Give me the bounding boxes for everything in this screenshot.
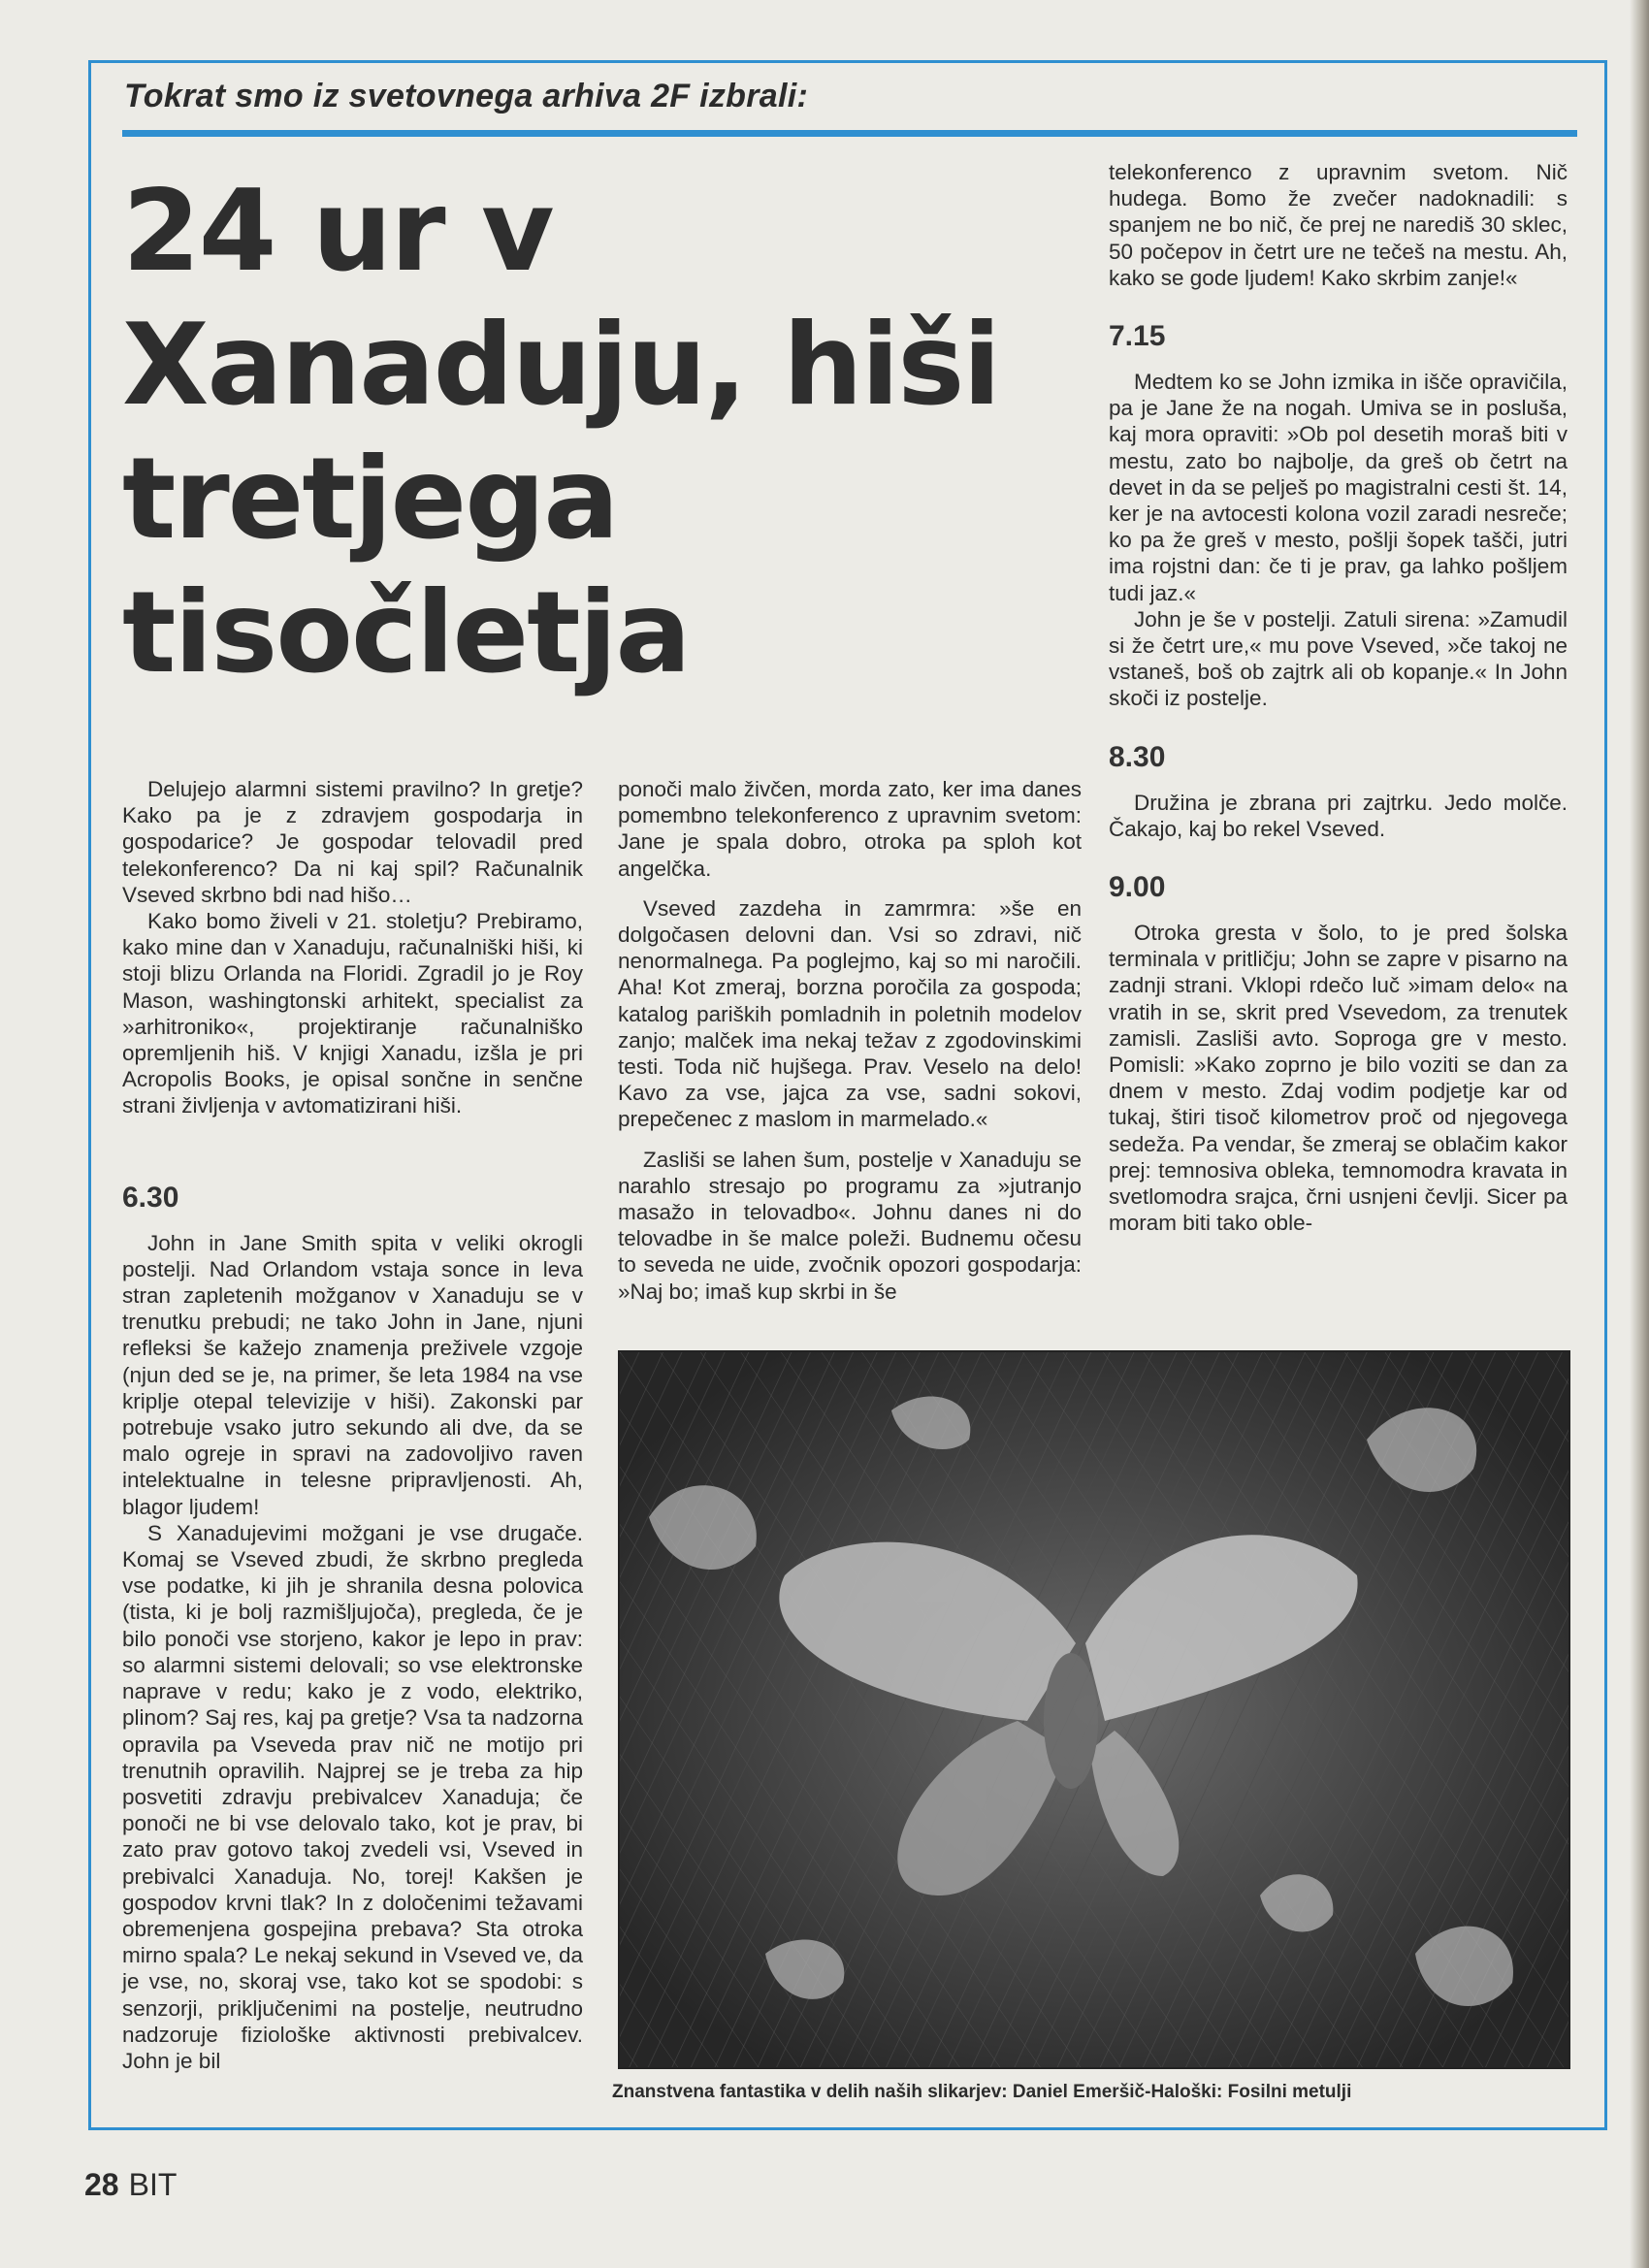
paragraph: Zasliši se lahen šum, postelje v Xanaduju se narahlo stresajo po programu za »jutranjo masažo in telovadbo«. Johnu danes ni do telovadbe in še malce poleži. Budnemu očesu to seveda ne uide, zvočnik opozori gospodarja: »Naj bo; imaš kup skrbi in še — [618, 1147, 1082, 1304]
headline: 24 ur v Xanaduju, hiši tretjega tisočletja — [122, 166, 1000, 698]
kicker: Tokrat smo iz svetovnega arhiva 2F izbrali: — [124, 78, 809, 114]
image-caption: Znanstvena fantastika v delih naših slikarjev: Daniel Emeršič-Haloški: Fosilni metulji — [612, 2082, 1352, 2102]
page-edge — [1630, 0, 1649, 2268]
time-heading: 7.15 — [1109, 320, 1166, 353]
painting-photo — [618, 1350, 1570, 2069]
paragraph: Vseved zazdeha in zamrmra: »še en dolgočasen delovni dan. Vsi so zdravi, nič nenormalnega. Pa poglejmo, kaj so mi naročili. Aha! Kot zmeraj, borzna poročila za gospoda; katalog pariških pomladnih in poletnih modelov zanjo; malček ima nekaj težav z zgodovinskimi testi. Toda nič hujšega. Prav. Veselo na delo! Kavo za vse, jajca za vse, sadni sokovi, prepečenec z maslom in marmelado.« — [618, 895, 1082, 1132]
time-heading: 8.30 — [1109, 740, 1166, 773]
paragraph: Medtem ko se John izmika in išče opravičila, pa je Jane že na nogah. Umiva se in posluša, kaj mora opraviti: »Ob pol desetih moraš biti v mestu, zato bo najbolje, da greš ob četrt na devet in da se pelješ po magistralni cesti št. 14, ker je na avtocesti kolona vozil zaradi nesreče; ko pa že greš v mesto, pošlji šopek tašči, jutri ima rojstni dan: če ti je prav, ga lahko pošljem tudi jaz.« — [1109, 370, 1568, 605]
paragraph: Delujejo alarmni sistemi pravilno? In gretje? Kako pa je z zdravjem gospodarja in gospodarice? Je gospodar telovadil pred telekonferenco? Da ni kaj spil? Računalnik Vseved skrbno bdi nad hišo… — [122, 777, 583, 907]
page-number: 28 — [84, 2167, 119, 2202]
time-heading: 6.30 — [122, 1181, 179, 1214]
paragraph: John in Jane Smith spita v veliki okrogli postelji. Nad Orlandom vstaja sonce in leva stran zapletenih možganov v Xanaduju se v trenutku prebudi; ne tako John in Jane, njuni refleksi še kažejo znamenja preživele vzgoje (njun ded se je, na primer, še leta 1984 na vse kriplje otepal televizije v hiši). Zakonski par potrebuje vsako jutro sekundo ali dve, da se malo ogreje in spravi na zadovoljivo raven intelektualne in telesne pripravljenosti. Ah, blagor ljudem! — [122, 1230, 583, 1519]
folio — [84, 2167, 177, 2203]
paragraph: ponoči malo živčen, morda zato, ker ima danes pomembno telekonferenco z upravnim svetom: Jane je spala dobro, otroka pa sploh kot angelčka. — [618, 777, 1082, 881]
magazine-name: BIT — [128, 2167, 178, 2202]
fossil-butterflies-image — [620, 1352, 1568, 2067]
paragraph: S Xanadujevimi možgani je vse drugače. Komaj se Vseved zbudi, že skrbno pregleda vse podatke, ki jih je shranila desna polovica (tista, ki je bolj razmišljujoča), pregleda, če je bilo ponoči vse storjeno, kakor je lepo in prav: so alarmni sistemi delovali; so vse elektronske naprave v redu; kako je z vodo, elektriko, plinom? Saj res, kaj pa gretje? Vsa ta nadzorna opravila pa Vseveda prav nič ne motijo pri trenutnih opravilih. Najprej se je treba za hip posvetiti zdravju prebivalcev Xanaduja; če ponoči ne bi vse delovalo tako, kot je prav, bi zato prav gotovo takoj zvedeli vsi, Vseved in prebivalci Xanaduja. No, torej! Kakšen je gospodov krvni tlak? In z določenimi težavami obremenjena gospejina prebava? Sta otroka mirno spala? Le nekaj sekund in Vseved ve, da je vse, no, skoraj vse, tako kot se spodobi: s senzorji, priključenimi na postelje, neutrudno nadzoruje fiziološke aktivnosti prebivalcev. John je bil — [122, 1520, 583, 2073]
paragraph: telekonferenco z upravnim svetom. Nič hudega. Bomo že zvečer nadoknadili: s spanjem ne bo nič, če prej ne narediš 30 sklec, 50 počepov in četrt ure ne tečeš na mestu. Ah, kako se gode ljudem! Kako skrbim zanje!« — [1109, 160, 1568, 290]
column-2 — [618, 776, 1082, 1305]
kicker-rule — [122, 130, 1577, 137]
paragraph: Družina je zbrana pri zajtrku. Jedo molče. Čakajo, kaj bo rekel Vseved. — [1109, 790, 1568, 841]
time-heading: 9.00 — [1109, 871, 1166, 904]
column-1 — [122, 776, 583, 2074]
column-3 — [1109, 159, 1568, 1237]
paragraph: Otroka gresta v šolo, to je pred šolska terminala v pritličju; John se zapre v pisarno na zadnji strani. Vklopi rdečo luč »imam delo« na vratih in se, skrit pred Vsevedom, za trenutek zamisli. Zasliši avto. Soproga gre v mesto. Pomisli: »Kako zoprno je bilo voziti se dan za dnem v mesto. Zdaj vodim podjetje kar od tukaj, štiri tisoč kilometrov proč od njegovega sedeža. Pa vendar, še zmeraj se oblačim kakor prej: temnosiva obleka, temnomodra kravata in svetlomodra srajca, črni usnjeni čevlji. Sicer pa moram biti tako oble- — [1109, 921, 1568, 1236]
paragraph: John je še v postelji. Zatuli sirena: »Zamudil si že četrt ure,« mu pove Vseved, »če takoj ne vstaneš, boš ob zajtrk ali ob kopanje.« In John skoči iz postelje. — [1109, 606, 1568, 711]
paragraph: Kako bomo živeli v 21. stoletju? Prebiramo, kako mine dan v Xanaduju, računalniški hiši, ki stoji blizu Orlanda na Floridi. Zgradil jo je Roy Mason, washingtonski arhitekt, specialist za »arhitroniko«, projektiranje računalniško opremljenih hiš. V knjigi Xanadu, izšla je pri Acropolis Books, je opisal sončne in senčne strani življenja v avtomatizirani hiši. — [122, 909, 583, 1118]
